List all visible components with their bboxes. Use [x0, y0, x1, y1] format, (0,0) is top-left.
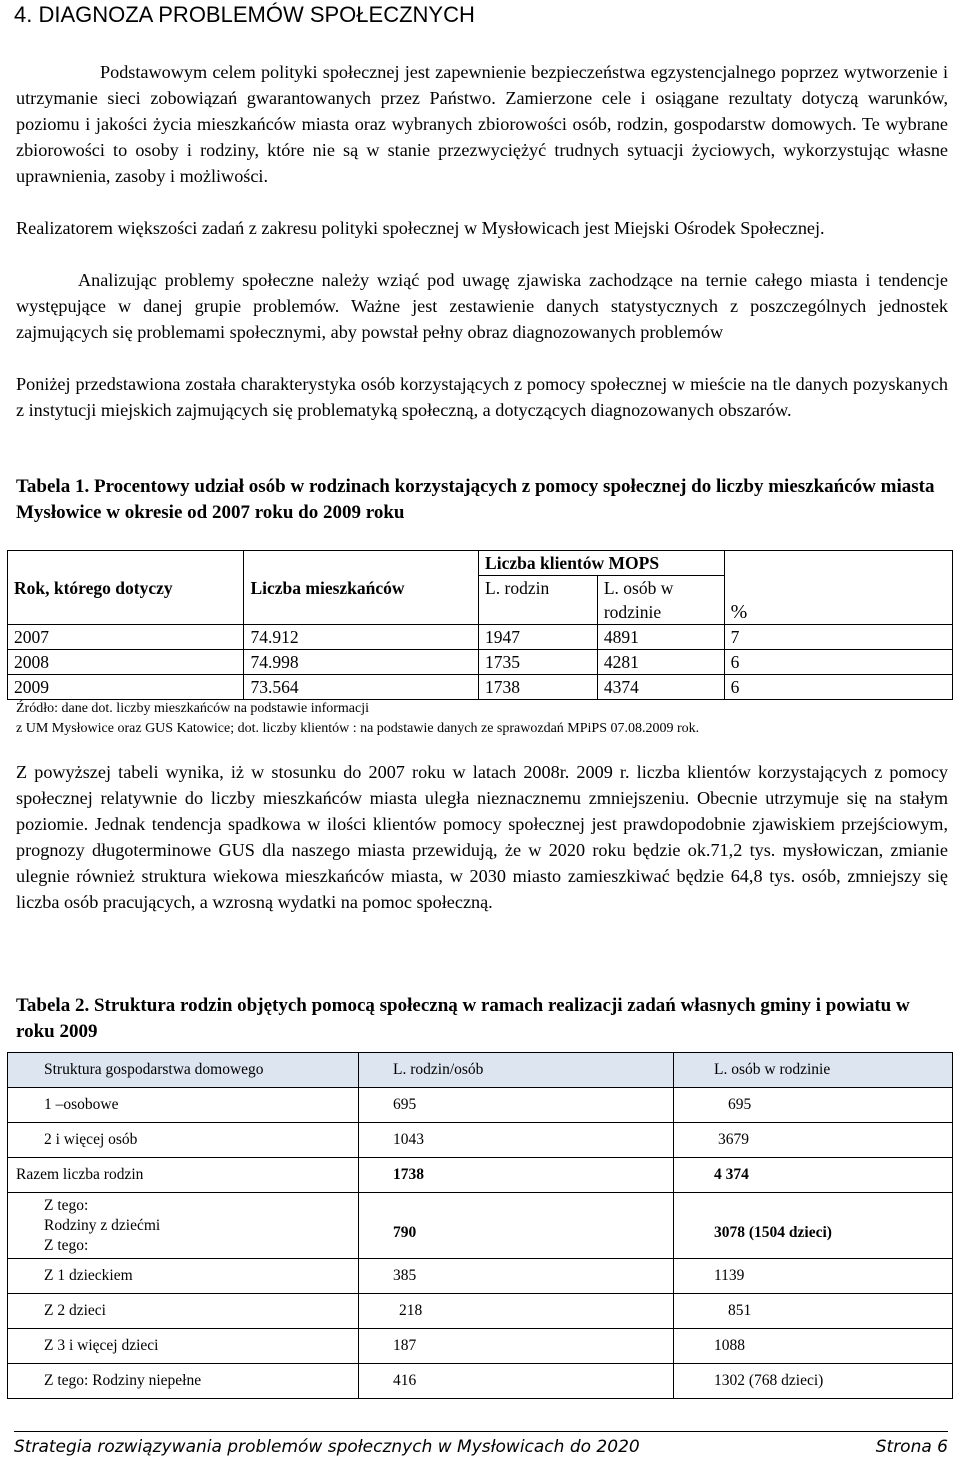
table-cell: 1043 [359, 1123, 674, 1158]
table-cell: 695 [674, 1088, 953, 1123]
table-cell: 790 [359, 1193, 674, 1259]
table-cell: 2 i więcej osób [8, 1123, 359, 1158]
table-cell: 3679 [674, 1123, 953, 1158]
intro-paragraph-2: Realizatorem większości zadań z zakresu polityki społecznej w Mysłowicach jest Miejski Ośrodek Społecznej. [16, 218, 825, 238]
table1-header-families: L. rodzin [479, 576, 598, 625]
table-cell: 1 –osobowe [8, 1088, 359, 1123]
table-row [8, 675, 953, 700]
table1-header-persons: L. osób w rodzinie [597, 576, 724, 625]
table-cell: Z tego: Rodziny niepełne [8, 1364, 359, 1399]
table-cell: 3078 (1504 dzieci) [674, 1193, 953, 1259]
table1-source-line-1: Źródło: dane dot. liczby mieszkańców na podstawie informacji [16, 701, 370, 716]
footer-divider [14, 1431, 948, 1432]
table-cell: Razem liczba rodzin [8, 1158, 359, 1193]
table-cell: 1302 (768 dzieci) [674, 1364, 953, 1399]
table1 [7, 550, 953, 700]
table-cell: 2007 [8, 625, 244, 650]
table-cell: 851 [674, 1294, 953, 1329]
table-row [8, 1158, 953, 1193]
table-cell: 2009 [8, 675, 244, 700]
intro-paragraph-3: Analizując problemy społeczne należy wziąć pod uwagę zjawiska zachodzące na ternie całego miasta i tendencje występujące w danej grupie problemów. Ważne jest zestawienie danych statystycznych z poszczególnych jednostek zajmujących się problemami społecznymi, aby powstał pełny obraz diagnozowanych problemów [16, 270, 948, 342]
table-row [8, 1123, 953, 1158]
intro-paragraph-1: Podstawowym celem polityki społecznej jest zapewnienie bezpieczeństwa egzystencjalnego poprzez wytworzenie i utrzymanie sieci zobowiązań gwarantowanych przez Państwo. Zamierzone cele i osiągane rezultaty dotyczą warunków, poziomu i jakości życia mieszkańców miasta oraz wybranych zbiorowości osób, rodzin, gospodarstw domowych. Te wybrane zbiorowości to osoby i rodziny, które nie są w stanie przezwyciężyć trudnych sytuacji życiowych, wykorzystując własne uprawnienia, zasoby i możliwości. [16, 62, 948, 186]
table-cell: 1738 [359, 1158, 674, 1193]
intro-paragraph-4: Poniżej przedstawiona została charakterystyka osób korzystających z pomocy społecznej w mieście na tle danych pozyskanych z instytucji miejskich zajmujących się problematyką społeczną, a dotyczących diagnozowanych obszarów. [16, 374, 948, 420]
table-row [8, 625, 953, 650]
table2 [7, 1052, 953, 1399]
section-heading: 4. DIAGNOZA PROBLEMÓW SPOŁECZNYCH [14, 2, 475, 27]
footer-title: Strategia rozwiązywania problemów społecznych w Mysłowicach do 2020 [14, 1437, 640, 1457]
table-cell: 7 [724, 625, 952, 650]
analysis-paragraph: Z powyższej tabeli wynika, iż w stosunku do 2007 roku w latach 2008r. 2009 r. liczba klientów korzystających z pomocy społecznej relatywnie do liczby mieszkańców miasta uległa nieznacznemu zmniejszeniu. Obecnie utrzymuje się na stałym poziomie. Jednak tendencja spadkowa w ilości klientów pomocy społecznej jest prawdopodobnie zjawiskiem przejściowym, prognozy długoterminowe GUS dla naszego miasta przewidują, że w 2020 roku będzie ok.71,2 tys. mysłowiczan, zmianie ulegnie również struktura wiekowa mieszkańców miasta, w 2030 miasto zamieszkiwać będzie 64,8 tys. osób, zmniejszy się liczba osób pracujących, a wzrosną wydatki na pomoc społeczną. [16, 762, 948, 912]
table-cell: 1139 [674, 1259, 953, 1294]
table-cell: 4891 [597, 625, 724, 650]
table-cell: Z 2 dzieci [8, 1294, 359, 1329]
table2-caption: Tabela 2. Struktura rodzin objętych pomocą społeczną w ramach realizacji zadań własnych gminy i powiatu w roku 2009 [16, 995, 910, 1042]
table-cell: 187 [359, 1329, 674, 1364]
table-cell: 1738 [479, 675, 598, 700]
table2-header-structure: Struktura gospodarstwa domowego [8, 1053, 359, 1088]
table1-source-line-2: z UM Mysłowice oraz GUS Katowice; dot. liczby klientów : na podstawie danych ze sprawozdań MPiPS 07.08.2009 rok. [16, 721, 700, 736]
table-cell: 416 [359, 1364, 674, 1399]
table-cell: 218 [359, 1294, 674, 1329]
table-cell: 1088 [674, 1329, 953, 1364]
table-cell-line: Z tego: [44, 1196, 89, 1214]
table-cell: 1735 [479, 650, 598, 675]
table2-header-persons: L. osób w rodzinie [674, 1053, 953, 1088]
table1-caption: Tabela 1. Procentowy udział osób w rodzinach korzystających z pomocy społecznej do liczby mieszkańców miasta Mysłowice w okresie od 2007 roku do 2009 roku [16, 476, 935, 523]
table-row [8, 650, 953, 675]
table-cell: 73.564 [244, 675, 479, 700]
table2-header-families: L. rodzin/osób [359, 1053, 674, 1088]
table2-header-row [8, 1053, 953, 1088]
table-cell: 385 [359, 1259, 674, 1294]
table-cell: 4374 [597, 675, 724, 700]
table-cell: Z 1 dzieckiem [8, 1259, 359, 1294]
table1-header-year: Rok, którego dotyczy [8, 551, 244, 625]
table-cell-line: Rodziny z dziećmi [44, 1216, 161, 1234]
table-row [8, 1364, 953, 1399]
table-cell: Z 3 i więcej dzieci [8, 1329, 359, 1364]
table-row [8, 1294, 953, 1329]
table-cell: 4281 [597, 650, 724, 675]
table-cell: 6 [724, 650, 952, 675]
table1-header-group: Liczba klientów MOPS [479, 551, 725, 576]
table-cell: 695 [359, 1088, 674, 1123]
table-row [8, 1088, 953, 1123]
table-row [8, 1193, 953, 1259]
footer-page-number: Strona 6 [875, 1437, 948, 1457]
table-cell: 2008 [8, 650, 244, 675]
table-cell: 74.998 [244, 650, 479, 675]
table-cell: 1947 [479, 625, 598, 650]
table-cell: 4 374 [674, 1158, 953, 1193]
table-row [8, 1259, 953, 1294]
table-row [8, 1329, 953, 1364]
table1-header-percent: % [724, 551, 952, 625]
table-cell: 6 [724, 675, 952, 700]
table-cell [8, 1193, 359, 1259]
table-cell: 74.912 [244, 625, 479, 650]
table1-header-residents: Liczba mieszkańców [244, 551, 479, 625]
table-cell-line: Z tego: [44, 1236, 89, 1254]
